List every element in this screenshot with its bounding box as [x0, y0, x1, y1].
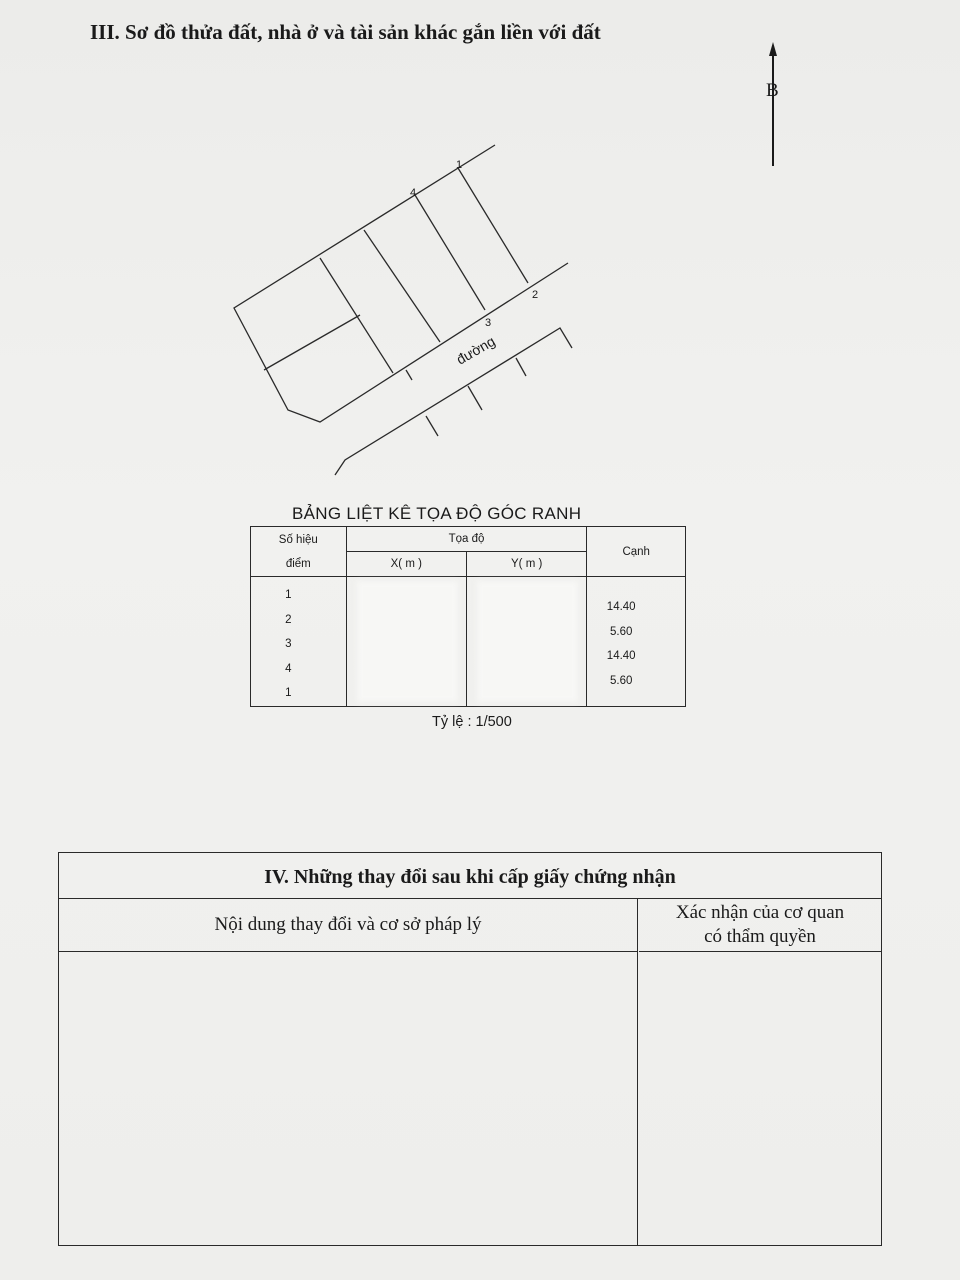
changes-column-header: Nội dung thay đổi và cơ sở pháp lý [59, 899, 638, 952]
y-header: Y( m ) [466, 552, 586, 577]
section-4-table [58, 852, 882, 1246]
authority-column-header [639, 899, 881, 952]
north-label: B [766, 80, 779, 101]
scale-label: Tỷ lệ : 1/500 [432, 714, 512, 730]
edge-value: 14.40 [606, 601, 636, 613]
edge-header: Cạnh [587, 527, 686, 577]
road-tick [516, 358, 526, 376]
land-plot-diagram [220, 130, 600, 500]
neighbor-lot-divider [264, 315, 360, 370]
point-value: 3 [285, 638, 292, 650]
edges-column [587, 577, 686, 707]
point-value: 1 [285, 687, 292, 699]
edge-value: 5.60 [609, 625, 633, 638]
parcel-edge-1-2 [458, 168, 528, 283]
x-header: X( m ) [346, 552, 466, 577]
section-4-title: IV. Những thay đổi sau khi cấp giấy chứng nhận [59, 853, 881, 899]
column-divider [637, 951, 638, 1245]
points-column [251, 577, 347, 707]
parcel-edge-4-3 [415, 195, 485, 310]
authority-header-line1: Xác nhận của cơ quan [675, 902, 845, 923]
section-3-title: III. Sơ đồ thửa đất, nhà ở và tài sản khác gắn liền với đất [90, 20, 601, 44]
point-header [251, 527, 347, 577]
point-value: 1 [285, 589, 292, 601]
road-tick [426, 416, 438, 436]
road-tick [468, 386, 482, 410]
corner-label-3: 3 [485, 317, 492, 329]
north-arrow-icon [752, 40, 792, 170]
coordinate-table [250, 526, 686, 707]
edge-value: 5.60 [609, 674, 633, 687]
corner-label-4: 4 [410, 187, 417, 199]
neighbor-lot-divider [364, 230, 440, 342]
corner-label-1: 1 [456, 159, 463, 171]
point-header-line1: Số hiệu [278, 533, 318, 546]
point-header-line2: điểm [285, 557, 311, 570]
x-column-redacted [346, 577, 466, 707]
coordinate-table-title: BẢNG LIỆT KÊ TỌA ĐỘ GÓC RANH [292, 504, 582, 523]
coords-header: Tọa độ [346, 527, 587, 552]
edge-value: 14.40 [606, 650, 636, 662]
road-tick [406, 370, 412, 380]
point-value: 4 [285, 662, 292, 675]
road-edge [335, 328, 572, 475]
neighbor-lot-divider [320, 258, 393, 373]
corner-label-2: 2 [532, 289, 539, 301]
authority-header-line2: có thẩm quyền [704, 926, 816, 947]
point-value: 2 [285, 613, 292, 626]
road-label: đường [453, 332, 498, 368]
